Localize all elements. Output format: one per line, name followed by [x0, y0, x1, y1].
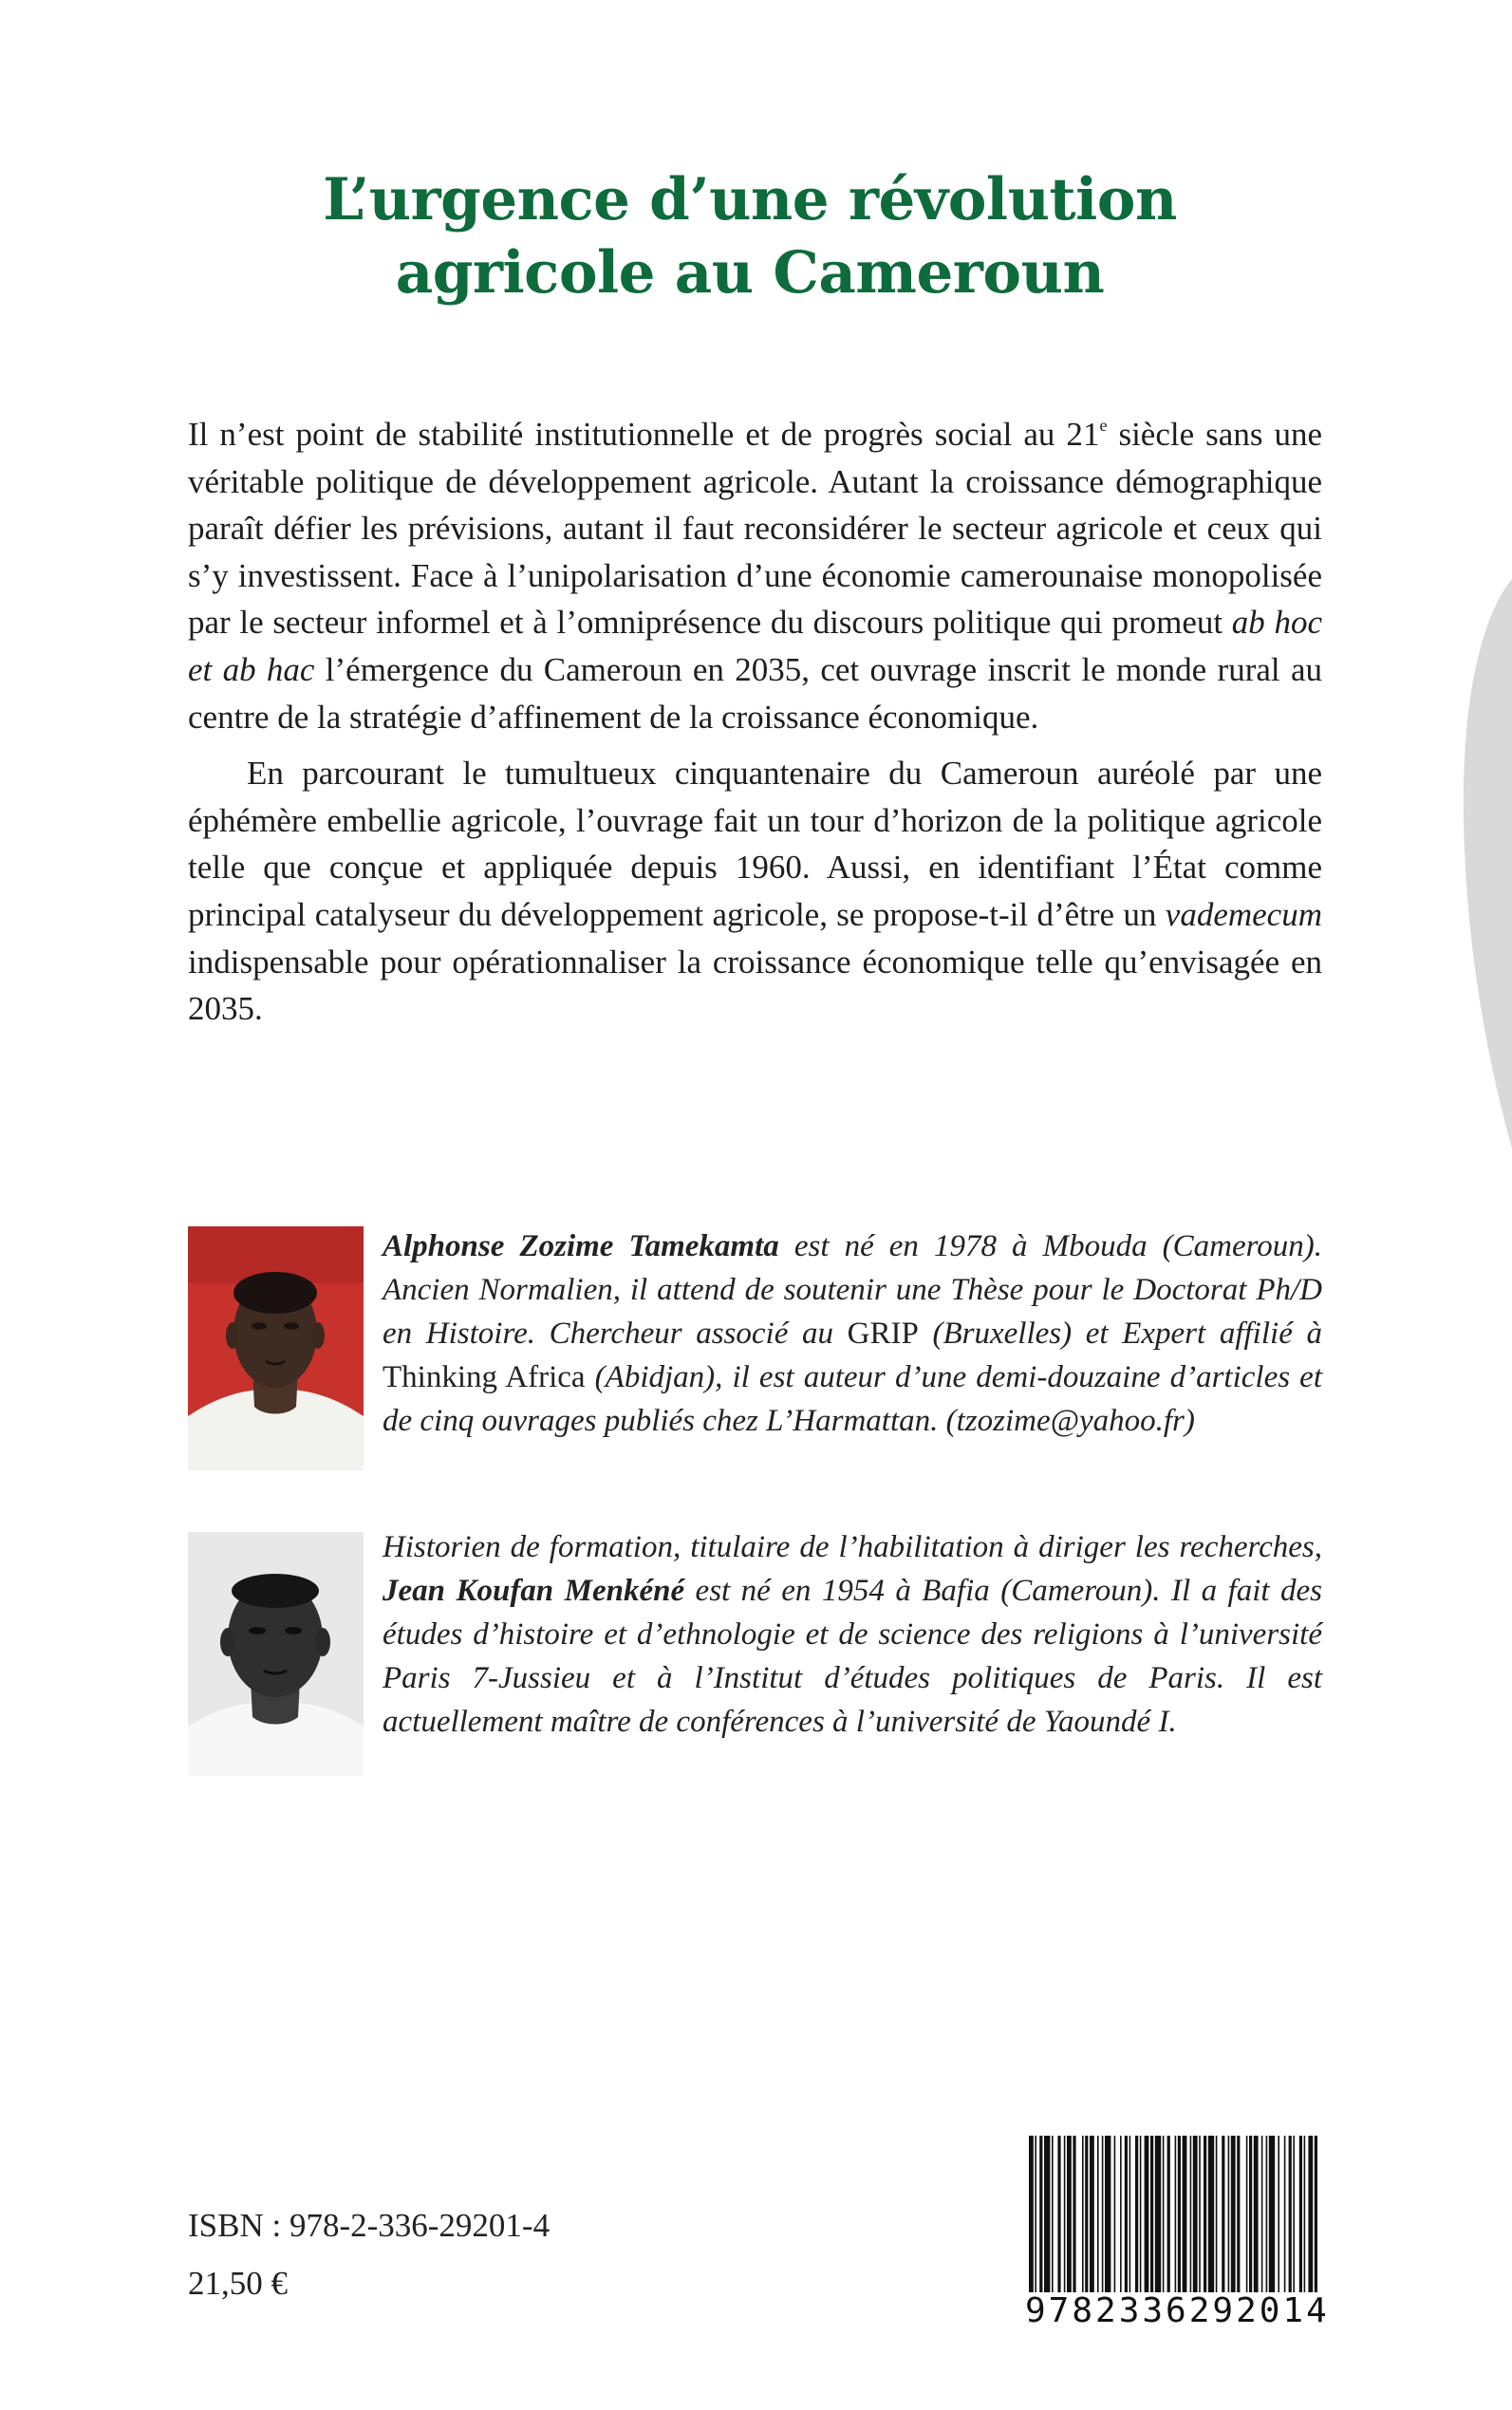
author-1-photo	[188, 1226, 364, 1470]
barcode-bar	[1044, 2136, 1050, 2292]
author-1-bio-text-c: (Abidjan), il est auteur d’une demi-douzaine d’articles et de cinq ouvrages publiés chez L’Harmattan. (tzozime@yahoo.fr)	[383, 1360, 1322, 1438]
author-2-bio	[383, 1525, 1322, 1744]
barcode-bar	[1237, 2136, 1240, 2292]
author-1-bio	[383, 1224, 1322, 1443]
barcode-bar	[1269, 2136, 1275, 2292]
book-title-line-2: agricole au Cameroun	[395, 239, 1105, 307]
author-1-bio-text-a: est né en 1978 à Mbouda (Cameroun). Ancien Normalien, il attend de soutenir une Thèse pour le Doctorat Ph/D en Histoire. Chercheur associé au	[383, 1229, 1323, 1351]
book-title-line-1: L’urgence d’une révolution	[323, 166, 1177, 234]
barcode-digits: 9782336292014	[1025, 2291, 1330, 2330]
summary-p2-text-a: En parcourant le tumultueux cinquantenaire du Cameroun auréolé par une éphémère embellie agricole, l’ouvrage fait un tour d’horizon de la politique agricole telle que conçue et appliquée depuis 1960. Aussi, en identifiant l’État comme principal catalyseur du développement agricole, se propose-t-il d’être un	[188, 755, 1322, 933]
barcode-bar	[1163, 2136, 1165, 2292]
barcode-bar	[1231, 2136, 1236, 2292]
barcode-bar	[1064, 2136, 1066, 2292]
summary-p1-text-b: siècle sans une véritable politique de développement agricole. Autant la croissance démographique paraît défier les prévisions, autant il faut reconsidérer le secteur agricole et ceux qui s’y investissent. Face à l’unipolarisation d’une économie camerounaise monopolisée par le secteur informel et à l’omniprésence du discours politique qui promeut	[188, 416, 1323, 642]
summary	[188, 411, 1322, 1033]
barcode-bar	[1216, 2136, 1218, 2292]
barcode-bar	[1254, 2136, 1259, 2292]
barcode-bar	[1135, 2136, 1138, 2292]
barcode-bar	[1140, 2136, 1142, 2292]
barcode-bar	[1190, 2136, 1192, 2292]
author-1-name: Alphonse Zozime Tamekamta	[383, 1229, 779, 1263]
isbn: ISBN : 978-2-336-29201-4	[188, 2207, 551, 2244]
barcode-bar	[1090, 2136, 1094, 2292]
barcode-bar	[1129, 2136, 1131, 2292]
summary-paragraph-2	[188, 750, 1322, 1033]
summary-p2-text-b: indispensable pour opérationnaliser la croissance économique telle qu’envisagée en 2035.	[188, 943, 1322, 1028]
barcode-bar	[1039, 2136, 1042, 2292]
barcode-bar	[1150, 2136, 1153, 2292]
barcode-bar	[1293, 2136, 1295, 2292]
barcode-bar	[1073, 2136, 1075, 2292]
barcode-bar	[1097, 2136, 1099, 2292]
barcode-bar	[1183, 2136, 1187, 2292]
barcode-bar	[1261, 2136, 1263, 2292]
barcode-bar	[1299, 2136, 1302, 2292]
author-2-bio-text-a: Historien de formation, titulaire de l’habilitation à diriger les recherches,	[383, 1530, 1322, 1564]
author-2-photo	[188, 1532, 364, 1776]
barcode-bar	[1125, 2136, 1128, 2292]
barcode-bar	[1228, 2136, 1230, 2292]
latin-phrase: ab hoc et ab hac	[188, 604, 1322, 688]
barcode-bar	[1175, 2136, 1177, 2292]
century-superscript: e	[1099, 416, 1108, 435]
author-2-name: Jean Koufan Menkéné	[383, 1574, 685, 1608]
barcode-bar	[1155, 2136, 1161, 2292]
barcode-bar	[1178, 2136, 1181, 2292]
barcode-bar	[1222, 2136, 1224, 2292]
barcode-bar	[1308, 2136, 1313, 2292]
barcode-bar	[1249, 2136, 1252, 2292]
barcode-bar	[1304, 2136, 1306, 2292]
decorative-leaf-shape	[1462, 579, 1512, 1149]
barcode-bar	[1105, 2136, 1111, 2292]
barcode-bar	[1289, 2136, 1292, 2292]
barcode-bar	[1114, 2136, 1116, 2292]
summary-p1-text-a: Il n’est point de stabilité institutionnelle et de progrès social au 21	[188, 416, 1100, 453]
barcode-bar	[1102, 2136, 1104, 2292]
barcode-bar	[1204, 2136, 1206, 2292]
barcode-bar	[1057, 2136, 1060, 2292]
summary-p1-text-c: l’émergence du Cameroun en 2035, cet ouvrage inscrit le monde rural au centre de la stratégie d’affinement de la croissance économique.	[188, 650, 1322, 736]
barcode-bar	[1199, 2136, 1201, 2292]
barcode-bar	[1193, 2136, 1198, 2292]
barcode-bar	[1315, 2136, 1317, 2292]
summary-paragraph-1	[188, 411, 1322, 740]
author-2-bio-text-b: est né en 1954 à Bafia (Cameroun). Il a fait des études d’histoire et d’ethnologie et de science des religions à l’université Paris 7-Jussieu et à l’Institut d’études politiques de Paris. Il est actuellement maître de conférences à l’université de Yaoundé I.	[383, 1574, 1323, 1739]
barcode-bar	[1278, 2136, 1279, 2292]
barcode-bar	[1266, 2136, 1268, 2292]
barcode-bar	[1029, 2136, 1034, 2292]
barcode-bar	[1246, 2136, 1248, 2292]
author-1-bio-text-b: (Bruxelles) et Expert affilié à	[918, 1317, 1322, 1351]
vademecum-term: vademecum	[1165, 895, 1322, 933]
barcode-bar	[1120, 2136, 1122, 2292]
organization-thinking-africa: Thinking Africa	[383, 1360, 586, 1394]
organization-grip: GRIP	[847, 1317, 919, 1351]
barcode-bar	[1082, 2136, 1084, 2292]
barcode	[1025, 2136, 1322, 2292]
barcode-bar	[1284, 2136, 1286, 2292]
barcode-bar	[1067, 2136, 1072, 2292]
barcode-bar	[1208, 2136, 1214, 2292]
barcode-bar	[1167, 2136, 1170, 2292]
barcode-bar	[1145, 2136, 1149, 2292]
price: 21,50 €	[188, 2265, 288, 2302]
barcode-bar	[1035, 2136, 1036, 2292]
book-title	[95, 163, 1405, 309]
barcode-bar	[1052, 2136, 1054, 2292]
barcode-bar	[1085, 2136, 1088, 2292]
